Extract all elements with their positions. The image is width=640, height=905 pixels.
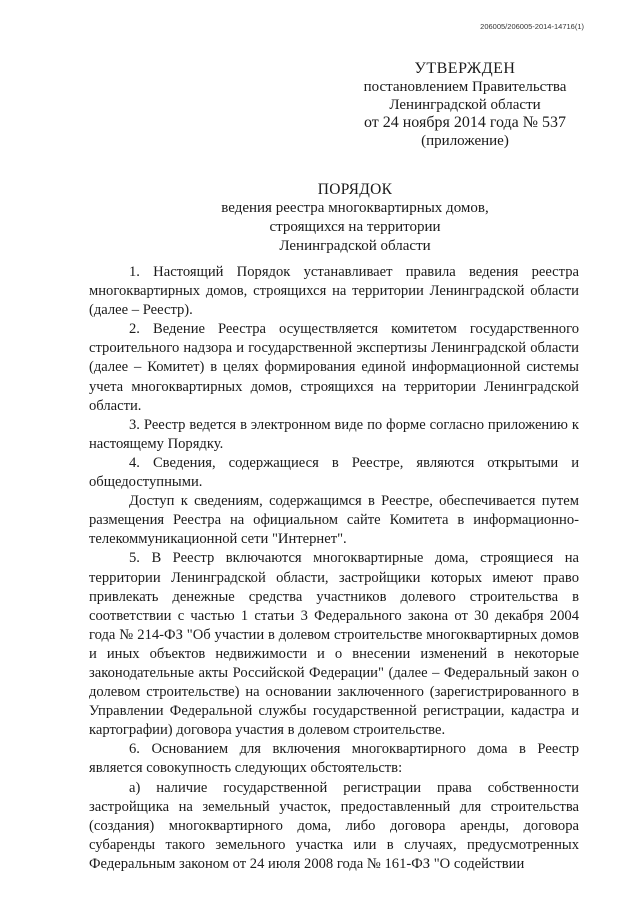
- approval-line: постановлением Правительства: [363, 79, 567, 95]
- title-line: строящихся на территории: [269, 219, 441, 235]
- paragraph-5: 5. В Реестр включаются многоквартирные дома, строящиеся на территории Ленинградской области, застройщики которых имеют право привлекать денежные средства участников долевого строительства в соответствии с частью 1 статьи 3 Федерального закона от 30 декабря 2004 года № 214-ФЗ "Об участии в долевом строительстве многоквартирных домов и иных объектов недвижимости и о внесении изменений в некоторые законодательные акты Российской Федерации" (далее – Федеральный закон о долевом строительстве) на основании заключенного (зарегистрированного в Управлении Федеральной службы государственной регистрации, кадастра и картографии) договора участия в долевом строительстве.: [89, 550, 579, 739]
- document-body: [89, 263, 579, 874]
- approval-stamp: [355, 60, 575, 150]
- title-line: Ленинградской области: [279, 238, 431, 254]
- title-line: ведения реестра многоквартирных домов,: [221, 200, 489, 216]
- approval-heading: УТВЕРЖДЕН: [414, 60, 516, 77]
- approval-line: (приложение): [421, 133, 509, 149]
- title-line: ПОРЯДОК: [317, 181, 393, 198]
- approval-line: Ленинградской области: [389, 97, 541, 113]
- paragraph-6: 6. Основанием для включения многоквартирного дома в Реестр является совокупность следующих обстоятельств:: [89, 741, 579, 777]
- document-id: 206005/206005-2014-14716(1): [480, 22, 584, 31]
- paragraph-2: 2. Ведение Реестра осуществляется комитетом государственного строительного надзора и государственной экспертизы Ленинградской области (далее – Комитет) в целях формирования единой информационной системы учета многоквартирных домов, строящихся на территории Ленинградской области.: [89, 321, 579, 414]
- paragraph-1: 1. Настоящий Порядок устанавливает правила ведения реестра многоквартирных домов, строящихся на территории Ленинградской области (далее – Реестр).: [89, 264, 579, 319]
- document-title: [0, 180, 640, 256]
- paragraph-4: 4. Сведения, содержащиеся в Реестре, являются открытыми и общедоступными.: [89, 454, 579, 491]
- paragraph-6a: а) наличие государственной регистрации права собственности застройщика на земельный участок, предоставленный для строительства (создания) многоквартирного дома, либо договора аренды, договора субаренды такого земельного участка или в случаях, предусмотренных Федеральным законом от 24 июля 2008 года № 161-ФЗ "О содействии: [89, 779, 579, 872]
- approval-date: от 24 ноября 2014 года № 537: [363, 114, 567, 131]
- paragraph-4-access: Доступ к сведениям, содержащимся в Реестре, обеспечивается путем размещения Реестра на официальном сайте Комитета в информационно-телекоммуникационной сети "Интернет".: [89, 493, 579, 548]
- paragraph-3: 3. Реестр ведется в электронном виде по форме согласно приложению к настоящему Порядку.: [89, 416, 579, 452]
